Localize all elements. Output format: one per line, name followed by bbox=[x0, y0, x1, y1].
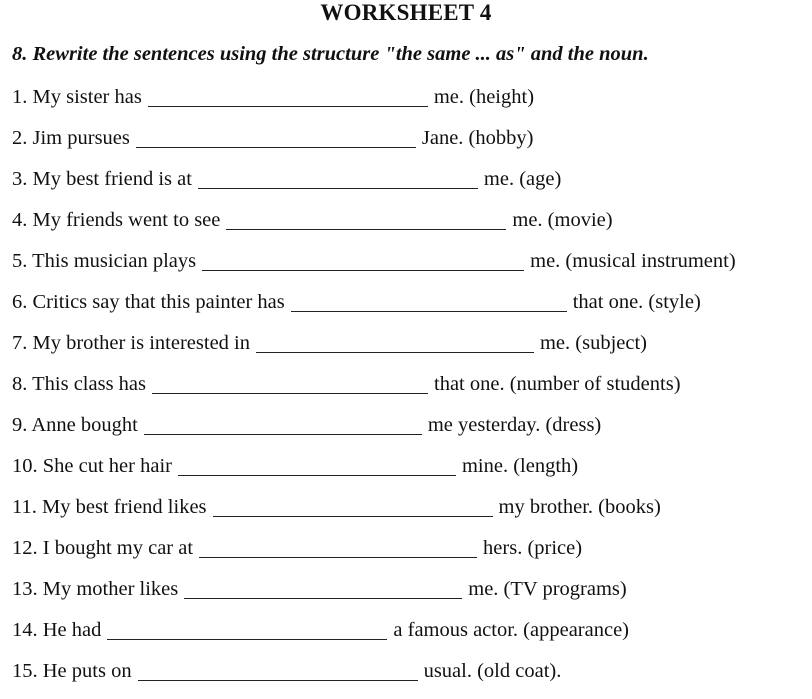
exercise-item-15 bbox=[12, 658, 812, 699]
sentence-start: 5. This musician plays bbox=[12, 250, 197, 272]
sentence-end: usual. (old coat). bbox=[423, 660, 562, 682]
answer-blank[interactable] bbox=[199, 535, 477, 558]
sentence-start: 8. This class has bbox=[12, 373, 147, 395]
sentence-end: that one. (style) bbox=[572, 291, 701, 313]
answer-blank[interactable] bbox=[213, 494, 493, 517]
sentence-start: 1. My sister has bbox=[12, 86, 142, 108]
exercise-instruction: 8. Rewrite the sentences using the structure "the same ... as" and the noun. bbox=[12, 43, 649, 65]
sentence-end: mine. (length) bbox=[461, 455, 579, 477]
answer-blank[interactable] bbox=[107, 617, 387, 640]
sentence-start: 11. My best friend likes bbox=[12, 496, 207, 518]
sentence-end: me yesterday. (dress) bbox=[427, 414, 602, 436]
answer-blank[interactable] bbox=[202, 248, 524, 271]
sentence-start: 7. My brother is interested in bbox=[12, 332, 250, 354]
sentence-end: me. (musical instrument) bbox=[530, 250, 736, 272]
sentence-start: 13. My mother likes bbox=[12, 578, 179, 600]
sentence-end: me. (height) bbox=[433, 86, 535, 108]
sentence-end: Jane. (hobby) bbox=[421, 127, 534, 149]
sentence-start: 3. My best friend is at bbox=[12, 168, 192, 190]
sentence-end: me. (movie) bbox=[512, 209, 613, 231]
sentence-start: 14. He had bbox=[12, 619, 102, 641]
sentence-end: me. (TV programs) bbox=[468, 578, 627, 600]
answer-blank[interactable] bbox=[198, 166, 478, 189]
sentence-end: my brother. (books) bbox=[498, 496, 661, 518]
sentence-end: hers. (price) bbox=[483, 537, 583, 559]
exercise-item-6 bbox=[12, 289, 812, 330]
exercise-item-9 bbox=[12, 412, 812, 453]
sentence-start: 4. My friends went to see bbox=[12, 209, 221, 231]
exercise-item-5 bbox=[12, 248, 812, 289]
sentence-end: me. (subject) bbox=[539, 332, 647, 354]
exercise-list bbox=[12, 84, 812, 699]
exercise-item-3 bbox=[12, 166, 812, 207]
sentence-start: 2. Jim pursues bbox=[12, 127, 130, 149]
answer-blank[interactable] bbox=[144, 412, 422, 435]
sentence-start: 10. She cut her hair bbox=[12, 455, 172, 477]
exercise-item-8 bbox=[12, 371, 812, 412]
answer-blank[interactable] bbox=[148, 84, 428, 107]
answer-blank[interactable] bbox=[184, 576, 462, 599]
sentence-end: that one. (number of students) bbox=[434, 373, 681, 395]
sentence-end: me. (age) bbox=[483, 168, 562, 190]
worksheet-title: WORKSHEET 4 bbox=[320, 0, 492, 25]
answer-blank[interactable] bbox=[178, 453, 456, 476]
exercise-item-14 bbox=[12, 617, 812, 658]
exercise-item-10 bbox=[12, 453, 812, 494]
sentence-start: 12. I bought my car at bbox=[12, 537, 194, 559]
sentence-start: 15. He puts on bbox=[12, 660, 132, 682]
exercise-item-11 bbox=[12, 494, 812, 535]
answer-blank[interactable] bbox=[152, 371, 428, 394]
answer-blank[interactable] bbox=[138, 658, 418, 681]
exercise-item-13 bbox=[12, 576, 812, 617]
exercise-item-4 bbox=[12, 207, 812, 248]
exercise-item-7 bbox=[12, 330, 812, 371]
sentence-start: 6. Critics say that this painter has bbox=[12, 291, 285, 313]
answer-blank[interactable] bbox=[291, 289, 567, 312]
exercise-item-2 bbox=[12, 125, 812, 166]
sentence-end: a famous actor. (appearance) bbox=[393, 619, 630, 641]
exercise-item-1 bbox=[12, 84, 812, 125]
answer-blank[interactable] bbox=[256, 330, 534, 353]
sentence-start: 9. Anne bought bbox=[12, 414, 138, 436]
answer-blank[interactable] bbox=[136, 125, 416, 148]
answer-blank[interactable] bbox=[226, 207, 506, 230]
exercise-item-12 bbox=[12, 535, 812, 576]
